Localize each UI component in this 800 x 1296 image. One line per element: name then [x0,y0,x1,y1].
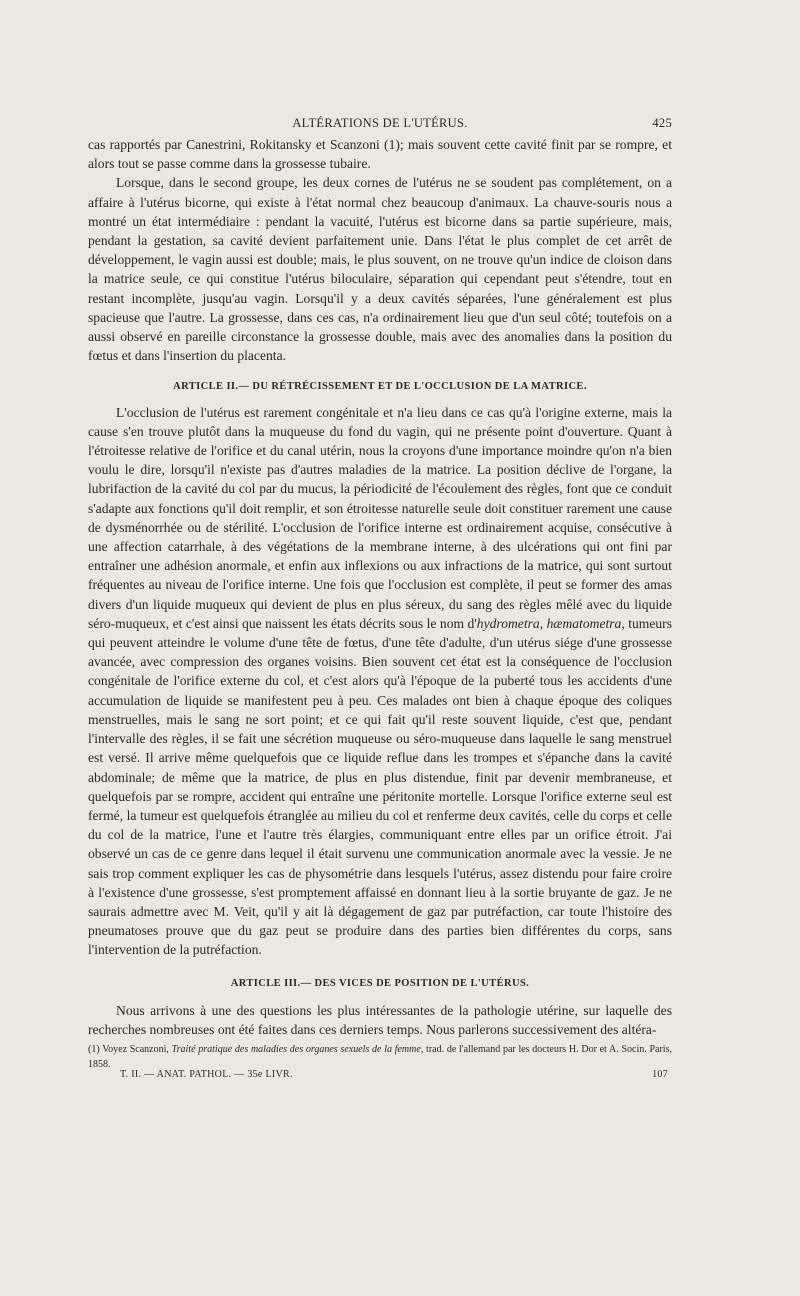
paragraph-occlusion [88,403,672,960]
running-header [88,116,672,136]
footnote-book-title: Traité pratique des maladies des organes sexuels de la femme [171,1044,421,1055]
paragraph-bicorne: Lorsque, dans le second groupe, les deux cornes de l'utérus ne se soudent pas complétement, on a affaire à l'utérus bicorne, qui existe à l'état normal chez beaucoup d'animaux. La chauve-souris nous a montré un état intermédiaire : pendant la vacuité, l'utérus est bicorne dans sa partie supérieure, mais, pendant la gestation, sa cavité devient parfaitement unie. Dans l'état le plus complet de cet arrêt de développement, le vagin aussi est double; mais, le plus souvent, on ne trouve qu'un indice de cloison dans la matrice seule, ce qui constitue l'utérus biloculaire, séparation qui cependant peut s'étendre, tout en restant incomplète, jusqu'au vagin. Lorsqu'il y a deux cavités séparées, l'une généralement est plus spacieuse que l'autre. La grossesse, dans ces cas, n'a ordinairement lieu que d'un seul côté; toutefois on a aussi observé en pareille circonstance la grossesse double, mais avec des anomalies dans la position du fœtus et dans l'insertion du placenta. [88,175,672,364]
term-hydrometra: hydrometra [476,615,540,631]
article-3-heading: ARTICLE III.— DES VICES DE POSITION DE L'UTÉRUS. [230,977,530,989]
term-separator: , [539,615,547,631]
paragraph-continuation: cas rapportés par Canestrini, Rokitansky et Scanzoni (1); mais souvent cette cavité finit par se rompre, et alors tout se passe comme dans la grossesse tubaire. [88,137,672,172]
footnote-lead: (1) Voyez Scanzoni, [88,1044,172,1055]
footnote [88,1042,672,1072]
main-text [88,135,672,1039]
footnote-rest: , trad. de l'allemand par les docteurs H. Dor et A. Socin. Paris, 1858. [88,1044,672,1070]
occlusion-text-part1: L'occlusion de l'utérus est rarement congénitale et n'a lieu dans ce cas qu'à l'origine externe, mais la cause s'en trouve plutôt dans la muqueuse du fond du vagin, qui ne présente point d'ouverture. Quant à l'étroitesse relative de l'orifice et du canal utérin, nous la croyons d'une importance moindre qu'on n'a bien voulu le dire, lorsqu'il n'existe pas d'autres maladies de la matrice. La position déclive de l'organe, la lubrifaction de la cavité du col par du mucus, la périodicité de l'écoulement des règles, font que ce conduit s'adapte aux fonctions qu'il doit remplir, et son étroitesse naturelle seule doit constituer rarement une cause de dysménorrhée ou de stérilité. L'occlusion de l'orifice interne est ordinairement acquise, consécutive à une affection catarrhale, à des végétations de la membrane interne, à des ulcérations qui ont fini par entraîner une adhésion anormale, et enfin aux inflexions ou aux infractions de la matrice, qui sont surtout fréquentes au niveau de l'orifice interne. Une fois que l'occlusion est complète, il peut se former des amas divers d'un liquide muqueux qui devient de plus en plus séreux, du sang des règles mêlé avec du liquide séro-muqueux, et c'est ainsi que naissent les états décrits sous le nom d' [88,404,672,631]
signature-number: 107 [652,1069,668,1080]
article-2-heading: ARTICLE II.— DU RÉTRÉCISSEMENT ET DE L'OCCLUSION DE LA MATRICE. [173,381,587,393]
term-haematometra: hæmatometra [546,615,622,631]
page-number: 425 [652,116,672,130]
running-title: ALTÉRATIONS DE L'UTÉRUS. [292,116,468,130]
occlusion-text-part2: , tumeurs qui peuvent atteindre le volume d'une tête de fœtus, d'une tête d'adulte, d'un utérus siége d'une grossesse avancée, avec compression des organes voisins. Bien souvent cet état est la conséquence de l'occlusion congénitale de l'orifice externe du col, et c'est alors qu'à l'époque de la puberté tous les accidents d'une accumulation de liquide se manifestent peu à peu. Ces malades ont bien à chaque époque des coliques menstruelles, mais le sang ne sort point; et ce qui fait qu'il reste souvent liquide, c'est que, pendant l'intervalle des règles, il se fait une sécrétion muqueuse ou séro-muqueuse dans laquelle le sang menstruel est versé. Il arrive même quelquefois que ce liquide reflue dans les trompes et s'épanche dans la cavité abdominale; de même que la matrice, de plus en plus distendue, finit par devenir membraneuse, et quelquefois par se rompre, accident qui entraîne une péritonite mortelle. Lorsque l'orifice externe seul est fermé, la tumeur est quelquefois étranglée au milieu du col et renferme deux cavités, celle du corps et celle du col de la matrice, l'une et l'autre très élargies, communiquant entre elles par un orifice étroit. J'ai observé un cas de ce genre dans lequel il était survenu une communication anormale avec la vessie. Je ne sais trop comment expliquer les cas de physométrie dans lesquels l'utérus, assez distendu pour faire croire à l'existence d'une grossesse, s'est promptement affaissé en donnant lieu à la sortie bruyante de gaz. Je ne saurais admettre avec M. Veit, qu'il y ait là dégagement de gaz par putréfaction, car toute l'histoire des pneumatoses prouve que du gaz peut se produire dans des parties bien différentes du corps, sans l'intervention de la putréfaction. [88,615,672,958]
paragraph-position: Nous arrivons à une des questions les plus intéressantes de la pathologie utérine, sur laquelle des recherches nombreuses ont été faites dans ces derniers temps. Nous parlerons successivement des altéra- [88,1002,672,1037]
signature-volume: T. II. — ANAT. PATHOL. — 35e LIVR. [120,1069,293,1080]
